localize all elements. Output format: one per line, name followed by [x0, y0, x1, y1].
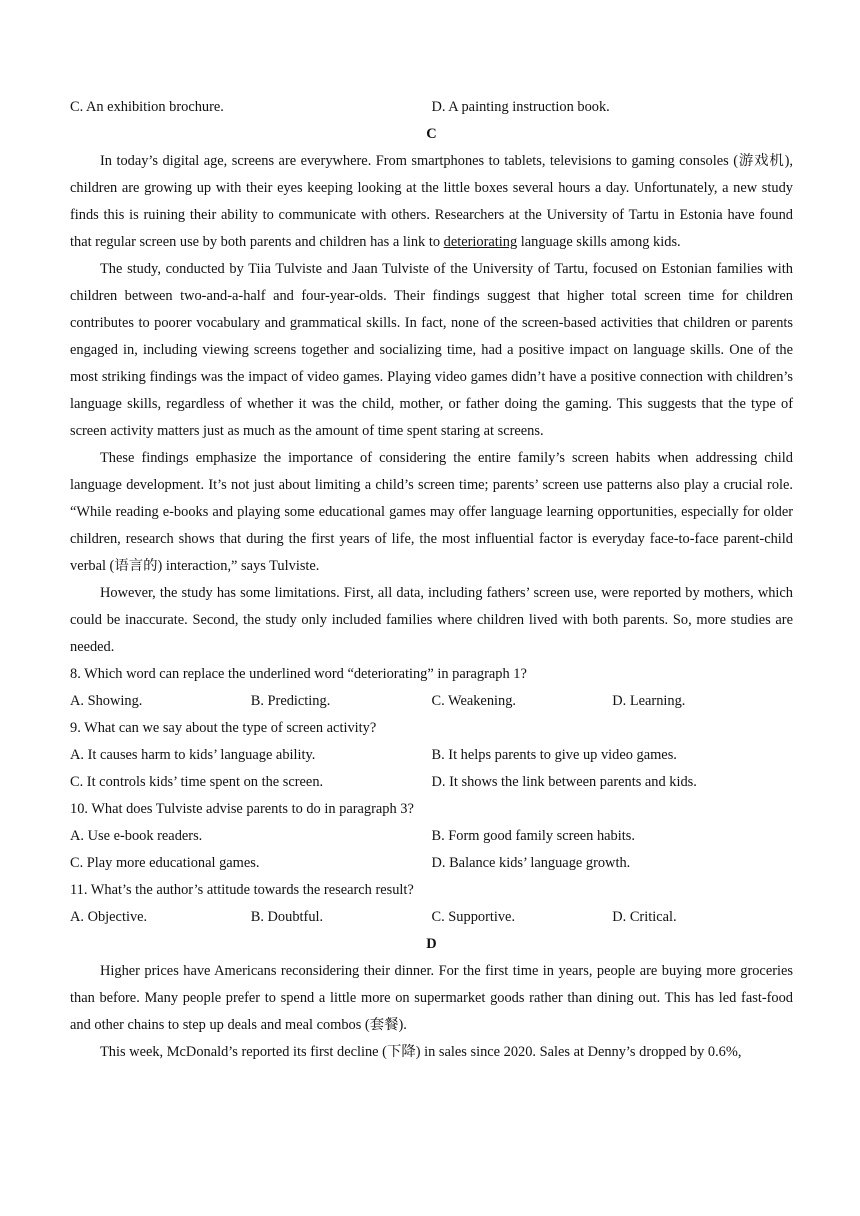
question-11-options	[70, 904, 793, 931]
underlined-word: deteriorating	[443, 234, 518, 250]
question-8-option-c: C. Weakening.	[431, 693, 517, 709]
paragraph-1-text-before: In today’s digital age, screens are everywhere. From smartphones to tablets, televisions to gaming consoles (游戏机), children are growing up with their eyes keeping looking at the little boxes several hours a day. Unfortunately, a new study finds this is ruining their ability to communicate with others. Researchers at the University of Tartu in Estonia have found that regular screen use by both parents and children has a link to	[70, 153, 793, 250]
previous-question-options	[70, 94, 793, 121]
question-9-stem: 9. What can we say about the type of screen activity?	[70, 720, 377, 736]
page-content	[70, 94, 793, 1066]
question-9-option-c: C. It controls kids’ time spent on the screen.	[70, 774, 324, 790]
question-8-option-d: D. Learning.	[612, 693, 686, 709]
option-d: D. A painting instruction book.	[431, 99, 610, 115]
question-10-option-b: B. Form good family screen habits.	[431, 828, 635, 844]
question-9-option-b: B. It helps parents to give up video games.	[431, 747, 677, 763]
option-c: C. An exhibition brochure.	[70, 99, 224, 115]
question-11-option-c: C. Supportive.	[431, 909, 516, 925]
paragraph-1-text-after: language skills among kids.	[517, 234, 681, 250]
question-10-option-d: D. Balance kids’ language growth.	[431, 855, 631, 871]
section-d-paragraph-2: This week, McDonald’s reported its first decline (下降) in sales since 2020. Sales at Denny’s dropped by 0.6%,	[100, 1044, 742, 1060]
question-8-options	[70, 688, 793, 715]
section-c-paragraph-3: These findings emphasize the importance of considering the entire family’s screen habits when addressing child language development. It’s not just about limiting a child’s screen time; parents’ screen use patterns also play a crucial role. “While reading e-books and playing some educational games may offer language learning opportunities, especially for older children, research shows that during the first years of life, the most influential factor is everyday face-to-face parent-child verbal (语言的) interaction,” says Tulviste.	[70, 450, 793, 574]
question-10-option-c: C. Play more educational games.	[70, 855, 260, 871]
question-10-option-a: A. Use e-book readers.	[70, 828, 203, 844]
question-9-option-d: D. It shows the link between parents and kids.	[431, 774, 697, 790]
section-c-heading: C	[426, 126, 437, 142]
section-d-paragraph-1: Higher prices have Americans reconsidering their dinner. For the first time in years, people are buying more groceries than before. Many people prefer to spend a little more on supermarket goods rather than dining out. This has led fast-food and other chains to step up deals and meal combos (套餐).	[70, 963, 793, 1033]
question-10-options-cd	[70, 850, 793, 877]
question-8-option-b: B. Predicting.	[250, 693, 331, 709]
question-11-stem: 11. What’s the author’s attitude towards the research result?	[70, 882, 414, 898]
section-d-heading: D	[426, 936, 437, 952]
question-9-options-ab	[70, 742, 793, 769]
question-10-options-ab	[70, 823, 793, 850]
question-8-stem: 8. Which word can replace the underlined word “deteriorating” in paragraph 1?	[70, 666, 527, 682]
question-11-option-a: A. Objective.	[70, 909, 148, 925]
question-10-stem: 10. What does Tulviste advise parents to do in paragraph 3?	[70, 801, 414, 817]
question-11-option-d: D. Critical.	[612, 909, 677, 925]
question-11-option-b: B. Doubtful.	[250, 909, 324, 925]
question-9-options-cd	[70, 769, 793, 796]
section-c-paragraph-2: The study, conducted by Tiia Tulviste and Jaan Tulviste of the University of Tartu, focused on Estonian families with children between two-and-a-half and four-year-olds. Their findings suggest that higher total screen time for children contributes to poorer vocabulary and grammatical skills. In fact, none of the screen-based activities that children or parents engaged in, including viewing screens together and socializing time, had a positive impact on language skills. One of the most striking findings was the impact of video games. Playing video games didn’t have a positive connection with children’s language skills, regardless of whether it was the child, mother, or father doing the gaming. This suggests that the type of screen activity matters just as much as the amount of time spent staring at screens.	[70, 261, 793, 439]
question-8-option-a: A. Showing.	[70, 693, 143, 709]
section-c-paragraph-1	[70, 148, 793, 256]
question-9-option-a: A. It causes harm to kids’ language ability.	[70, 747, 316, 763]
section-c-paragraph-4: However, the study has some limitations. First, all data, including fathers’ screen use, were reported by mothers, which could be inaccurate. Second, the study only included families where children lived with both parents. So, more studies are needed.	[70, 585, 793, 655]
